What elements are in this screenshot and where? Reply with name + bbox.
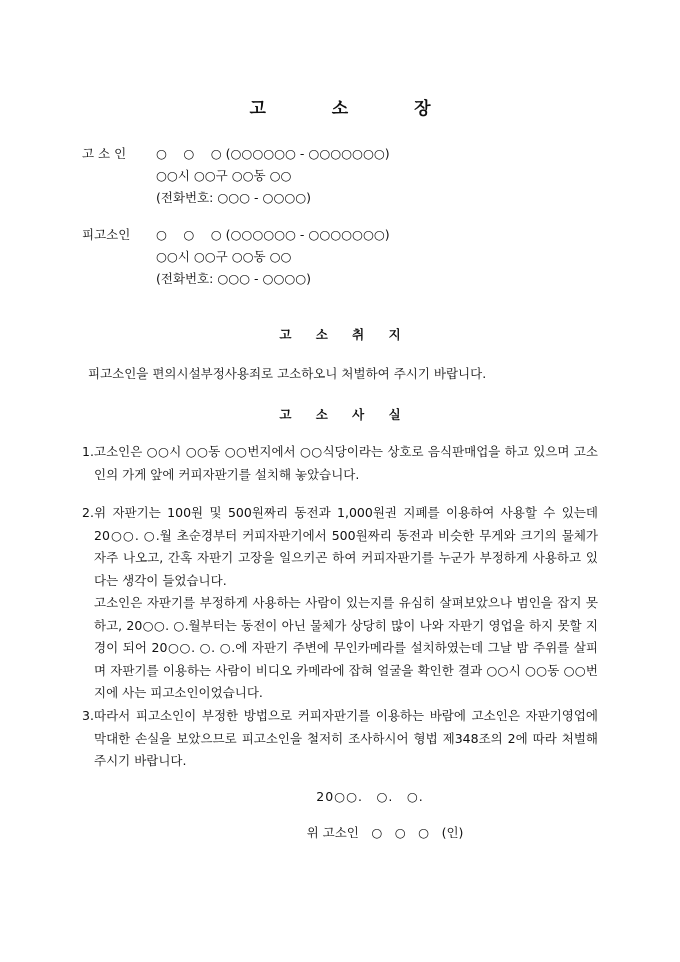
fact-number: 3. — [82, 708, 94, 723]
fact-item-2 — [82, 502, 598, 705]
fact-text-continued: 고소인은 자판기를 부정하게 사용하는 사람이 있는지를 유심히 살펴보았으나 범인을 잡지 못하고, 20○○. ○.월부터는 동전이 아닌 물체가 상당히 많이 나와 자판기 영업을 하지 못할 지경이 되어 20○○. ○. ○.에 자판기 주변에 무인카메라를 설치하였는데 그날 밤 주위를 살피며 자판기를 이용하는 사람이 비디오 카메라에 잡혀 얼굴을 확인한 결과 ○○시 ○○동 ○○번지에 사는 피고소인이었습니다. — [94, 595, 598, 700]
accused-address: ○○시 ○○구 ○○동 ○○ — [156, 249, 292, 264]
complainant-label: 고 소 인 — [82, 146, 127, 161]
accused-phone: (전화번호: ○○○ - ○○○○) — [156, 271, 312, 286]
facts-heading: 고 소 사 실 — [279, 407, 411, 422]
purpose-text: 피고소인을 편의시설부정사용죄로 고소하오니 처벌하여 주시기 바랍니다. — [88, 366, 487, 381]
fact-number: 1. — [82, 444, 94, 459]
fact-text: 따라서 피고소인이 부정한 방법으로 커피자판기를 이용하는 바람에 고소인은 자판기영업에 막대한 손실을 보았으므로 피고소인을 철저히 조사하시어 형법 제348조의 2에 따라 처벌해 주시기 바랍니다. — [94, 708, 598, 768]
fact-text: 위 자판기는 100원 및 500원짜리 동전과 1,000원권 지폐를 이용하여 사용할 수 있는데 20○○. ○.월 초순경부터 커피자판기에서 500원짜리 동전과 비슷한 무게와 크기의 물체가 자주 나오고, 간혹 자판기 고장을 일으키곤 하여 커피자판기를 누군가 부정하게 사용하고 있다는 생각이 들었습니다. — [94, 505, 598, 588]
accused-label: 피고소인 — [82, 227, 131, 242]
purpose-heading: 고 소 취 지 — [279, 327, 411, 342]
fact-item-3 — [82, 705, 598, 773]
document-date: 20○○. ○. ○. — [316, 789, 424, 804]
accused-name: ○ ○ ○ (○○○○○○ - ○○○○○○○) — [156, 227, 390, 242]
fact-number: 2. — [82, 505, 94, 520]
complainant-address: ○○시 ○○구 ○○동 ○○ — [156, 168, 292, 183]
signature-line: 위 고소인 ○ ○ ○ (인) — [306, 825, 464, 840]
complainant-phone: (전화번호: ○○○ - ○○○○) — [156, 190, 312, 205]
complainant-name: ○ ○ ○ (○○○○○○ - ○○○○○○○) — [156, 146, 390, 161]
document-title: 고 소 장 — [249, 99, 461, 119]
fact-text: 고소인은 ○○시 ○○동 ○○번지에서 ○○식당이라는 상호로 음식판매업을 하고 있으며 고소인의 가게 앞에 커피자판기를 설치해 놓았습니다. — [94, 444, 598, 482]
fact-item-1 — [82, 441, 598, 486]
